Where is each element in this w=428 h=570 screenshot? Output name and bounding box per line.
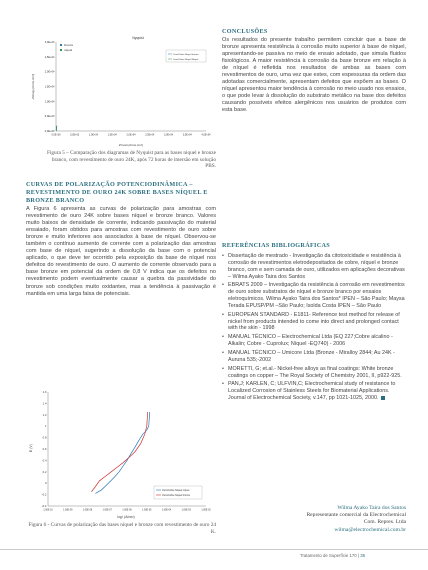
conclusions-body: Os resultados do presente trabalho permitem concluir que a base de bronze apresenta resistência à corrosão muito superior à base de níquel, apresentando-se passiva no meio de ensaio adotado, que simula fluidos fisiológicos. A maior resistência à corrosão da base bronze em relação à de níquel é refletida nos resultados de ambas as bases com revestimentos de ouro, uma vez que estes, com espessuras da ordem das adotadas comercialmente, apresentam defeitos que expõem as bases. O níquel apresentou maior tendência à corrosão no meio usado nos ensaios, o que pode levar à dissolução do substrato metálico na base dos defeitos causando possíveis efeitos alergênicos nos usuários de produtos com esta base. (222, 37, 406, 114)
x-tick-label: 1.00E-04 (161, 509, 172, 512)
x-tick-label: 1.00E-06 (122, 509, 132, 512)
chart-title: Nyquist (132, 36, 144, 40)
x-tick-label: 1,5E+04 (107, 133, 117, 137)
legend-bronze: Ouro/Cobre Níquel bronze (162, 494, 191, 497)
x-tick-label: 4,0E+04 (201, 133, 211, 137)
conclusions-heading: CONCLUSÕES (222, 28, 268, 35)
y-tick-label: 2,0E+04 (44, 70, 55, 74)
x-tick-label: 2,0E+04 (126, 133, 136, 137)
legend-bronze: bronze (64, 43, 74, 47)
x-tick-label: 1.00E-09 (63, 509, 73, 512)
y-tick-label: -0.4 (41, 504, 47, 508)
figure-5-caption: Figura 5 – Comparação dos diagramas de Nyquist para as bases níquel e bronze branco, com revestimento de ouro 24K, após 72 horas de imersão em solução PBS. (46, 150, 216, 170)
x-tick-label: 1.00E-07 (102, 509, 112, 512)
x-tick-label: 1.00E-03 (181, 509, 191, 512)
x-tick-label: 0,0E+00 (51, 133, 61, 137)
y-tick-label: 1.4 (42, 401, 47, 406)
y-tick-label: 3,0E+04 (44, 41, 55, 44)
journal-name: Tratamento de Superfície 170 (300, 553, 357, 558)
reference-item: • MORETTI, G; et.al.- Nickel-free alloys as final coatings: White bronze coatings on copper – The Royal Society of Chemistry 2001, II, p922-925. (222, 365, 402, 379)
author-company: Com. Repres. Ltda (363, 519, 406, 526)
polarization-body: A Figura 6 apresenta as curvas de polarização para amostras com revestimento de ouro 24K sobre bases níquel e bronze branco. Valores muito baixos de densidade de corrente, indicando passivação do material ensaiado, foram obtidos para amostras com revestimento de ouro sobre bronze e muito inferiores aos associados à base de níquel. Observou-se também o contínuo aumento de corrente com a polarização das amostras com base de níquel, sugerindo a dissolução da base com o potencial aplicado, o que deve ter ocorrido pela exposição da base de níquel nos defeitos do revestimento de ouro. O aumento de corrente observado para a base bronze em potencial da ordem de 0,8 V indica que os defeitos no revestimento podem eventualmente causar a quebra da passividade do bronze sob condições muito oxidantes, mas a tendência à passivação é mantida em uma larga faixa de potenciais. (26, 206, 216, 297)
end-mark-icon (381, 396, 385, 400)
y-tick-label: 1 (44, 424, 47, 429)
y-tick-label: 0.6 (42, 447, 47, 451)
y-tick-label: 1,5E+04 (44, 85, 55, 89)
author-name: Wilma Ayako Taira dos Santos (337, 505, 406, 511)
x-tick-label: 1,0E+04 (89, 133, 98, 137)
y-tick-label: 1.6 (42, 390, 47, 394)
reference-item: • MANUAL TÉCNICO – Umicore Ltda (Bronze - Miralloy 2844; Au 24K -Auruna 535;-2002 (222, 349, 395, 363)
reference-item: • EBRATS 2009 – Investigação da resistência à corrosão em revestimentos de ouro sobre substratos de níquel e bronze branco por ensaios eletroquímicos. Wilma Ayako Taira dos Santos* IPEN – São Paulo; Maysa Terada EPUSP/PM –São Paulo; Isolda Costa IPEN – São Paulo (222, 282, 405, 309)
y-tick-label: 1,0E+04 (44, 100, 55, 104)
author-role: Representante comercial da Electrochemical (306, 512, 406, 519)
y-tick-label: 0.8 (42, 435, 47, 440)
polarization-heading: CURVAS DE POLARIZAÇÃO POTENCIODINÂMICA – REVESTIMENTO DE OURO 24K SOBRE BASES NÍQUEL E BRONZE BRANCO (26, 181, 208, 204)
y-tick-label: 2,5E+04 (44, 55, 55, 59)
author-signature (222, 505, 406, 534)
figure-6-polarization-chart (26, 386, 216, 521)
x-tick-label: 1.00E-05 (142, 509, 152, 512)
legend-box (166, 50, 206, 62)
y-tick-label: 0.2 (42, 469, 47, 474)
y-tick-label: 5,0E+03 (44, 115, 55, 119)
x-axis-label: Z'real (ohms.cm²) (118, 143, 144, 147)
legend-niquel: Ouro/Cobre Níquel níquel (162, 489, 190, 492)
y-tick-label: 0,0E+00 (44, 130, 55, 133)
legend-niquel: níquel (64, 48, 73, 52)
y-axis-label: E (V) (29, 444, 33, 452)
reference-item: • EUROPEAN STANDARD - E1811- Reference test method for release of nickel from products intended to come into direct and prolonged contact with the skin - 1998 (222, 311, 400, 332)
y-tick-label: 1.2 (42, 412, 47, 417)
page-footer: Tratamento de Superfície 170 | 35 (300, 553, 365, 558)
y-tick-label: -0.2 (41, 492, 47, 497)
footer-divider (0, 549, 428, 550)
x-tick-label: 1.00E-08 (82, 509, 93, 512)
x-tick-label: 3,0E+04 (164, 133, 173, 137)
references-list (222, 253, 406, 404)
y-tick-label: 0.4 (42, 458, 47, 463)
legend-box-niquel: Ouro/Cobre Níquel Níquel (173, 59, 199, 61)
reference-item: • Dissertação de mestrado - Investigação da citotoxicidade e resistência à corrosão de revestimentos eletrodepositados de cobre, níquel e bronze branco, com e sem camada de ouro, utilizados em aplicações decorativas – Wilma Ayako Taira dos Santos (222, 253, 405, 280)
reference-item: • MANUAL TÉCNICO – Electrochemical Ltda (EQ 227;Cobre alcalino - Alkalin; Cobre - Cuprolux; Níquel -EQ740) - 2006 (222, 334, 393, 348)
x-tick-label: 1.00E-02 (201, 509, 211, 512)
reference-item: • PAN,J; KARLEN, C; ULFVIN,C; Electrochemical study of resistance to Localized Corrosion of Stainless Steels for Biomaterial Applications. Journal of Electrochemical Society, v.147, pp 1021-1025, 2000. (222, 381, 396, 402)
legend-box (154, 486, 202, 499)
x-tick-label: 5,0E+03 (70, 133, 80, 137)
author-email[interactable]: wilma@electrochemical.com.br (334, 526, 406, 533)
x-tick-label: 3,5E+04 (182, 133, 192, 137)
x-tick-label: 1.00E-10 (43, 509, 53, 512)
references-heading: REFERÊNCIAS BIBLIOGRÁFICAS (222, 242, 331, 249)
x-tick-label: 2,5E+04 (145, 133, 155, 137)
legend-box-bronze: Ouro/Cobre Níquel bronze (173, 54, 199, 56)
page-number: 35 (360, 553, 365, 558)
figure-5-nyquist-chart (26, 30, 216, 148)
y-axis-label: -Zimag (ohms.cm²) (31, 73, 35, 100)
figure-6-caption: Figura 6 - Curvas de polarização das bases níquel e bronze com revestimento de ouro 24 K. (28, 522, 216, 535)
y-tick-label: 0 (44, 481, 47, 486)
x-axis-label: log i (A/cm²) (117, 515, 135, 519)
